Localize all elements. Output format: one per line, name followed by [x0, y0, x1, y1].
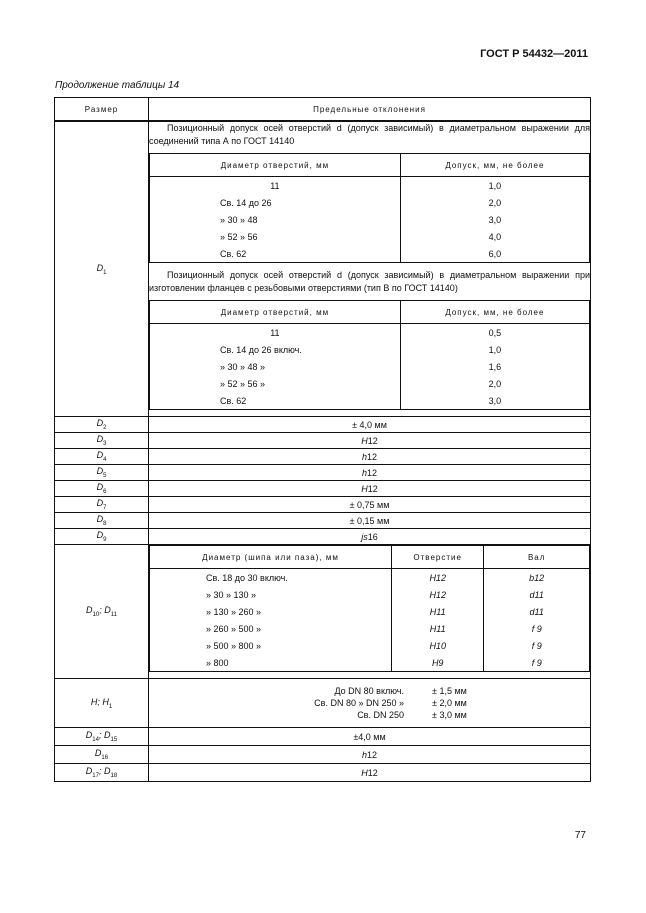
shaft-fit-cell: f 9: [484, 620, 590, 637]
subtable-header: Отверстие: [392, 546, 484, 569]
table-row: [55, 764, 591, 782]
subtable-row: [150, 654, 590, 672]
diameter-cell: 11: [150, 324, 401, 342]
subtable-row: [150, 194, 590, 211]
hole-fit-cell: H9: [392, 654, 484, 672]
tolerance-subtable-type-b: [149, 300, 590, 410]
diameter-cell: » 260 » 500 »: [150, 620, 392, 637]
deviation-value: ± 0,15 мм: [149, 513, 591, 529]
size-label: $D_7$: [55, 497, 149, 513]
subtable-row: [150, 637, 590, 654]
deviation-value: h12: [149, 746, 591, 764]
col-header-deviations: Предельные отклонения: [149, 98, 591, 122]
shaft-fit-cell: d11: [484, 586, 590, 603]
subtable-header: Вал: [484, 546, 590, 569]
deviation-value: ±4,0 мм: [149, 728, 591, 746]
deviation-value: js16: [149, 529, 591, 545]
subtable-row: [150, 228, 590, 245]
hole-fit-cell: H10: [392, 637, 484, 654]
table-row: [55, 529, 591, 545]
table-row: [55, 465, 591, 481]
hole-fit-cell: H11: [392, 603, 484, 620]
table-row: [55, 433, 591, 449]
subtable-row: [150, 341, 590, 358]
fit-subtable: [149, 545, 590, 672]
size-label: $D_8$: [55, 513, 149, 529]
size-label: H; $H_1$: [55, 679, 149, 728]
hole-fit-cell: H12: [392, 586, 484, 603]
table-continuation-caption: Продолжение таблицы 14: [55, 80, 180, 91]
tolerance-cell: 2,0: [400, 194, 589, 211]
subtable-row: [150, 211, 590, 228]
size-label: $D_{16}$: [55, 746, 149, 764]
size-label: $D_{10}$; $D_{11}$: [55, 545, 149, 679]
diameter-cell: » 30 » 48: [150, 211, 401, 228]
size-label: $D_4$: [55, 449, 149, 465]
subtable-row: [150, 620, 590, 637]
size-label: $D_{17}$; $D_{18}$: [55, 764, 149, 782]
table-row: [55, 417, 591, 433]
table-row: [55, 449, 591, 465]
tolerance-cell: 1,6: [400, 358, 589, 375]
diameter-cell: » 30 » 130 »: [150, 586, 392, 603]
tolerance-cell: 2,0: [400, 375, 589, 392]
deviation-value: H12: [149, 764, 591, 782]
subtable-row: [150, 392, 590, 410]
deviation-value: h12: [149, 465, 591, 481]
diameter-cell: » 52 » 56 »: [150, 375, 401, 392]
page-number: 77: [574, 830, 586, 841]
diameter-cell: Св. 62: [150, 245, 401, 263]
size-label: $D_1$: [55, 121, 149, 417]
size-label: $D_6$: [55, 481, 149, 497]
shaft-fit-cell: f 9: [484, 637, 590, 654]
table-row: [55, 497, 591, 513]
diameter-cell: Св. 14 до 26: [150, 194, 401, 211]
table-row: [55, 481, 591, 497]
subtable-row: [150, 358, 590, 375]
subtable-header: Диаметр отверстий, мм: [150, 301, 401, 324]
row-d1: [55, 121, 591, 417]
deviation-value: h12: [149, 449, 591, 465]
subtable-header: Диаметр отверстий, мм: [150, 154, 401, 177]
table-row: [55, 728, 591, 746]
h-line: До DN 80 включ. ± 1,5 мм: [334, 686, 467, 696]
shaft-fit-cell: f 9: [484, 654, 590, 672]
deviation-value: H12: [149, 481, 591, 497]
hole-fit-cell: H11: [392, 620, 484, 637]
d1-paragraph-2: Позиционный допуск осей отверстий d (допуск зависимый) в диаметральном выражении при изготовлении фланцев с резьбовыми отверстиями (тип В по ГОСТ 14140): [149, 270, 590, 293]
shaft-fit-cell: d11: [484, 603, 590, 620]
diameter-cell: Св. 14 до 26 включ.: [150, 341, 401, 358]
document-header: ГОСТ Р 54432—2011: [480, 48, 588, 60]
subtable-row: [150, 586, 590, 603]
d10-deviation-cell: [149, 545, 591, 679]
row-d10-d11: [55, 545, 591, 679]
size-label: $D_2$: [55, 417, 149, 433]
h-line: Св. DN 80 » DN 250 » ± 2,0 мм: [314, 698, 467, 708]
tolerance-cell: 4,0: [400, 228, 589, 245]
subtable-header: Допуск, мм, не более: [400, 154, 589, 177]
col-header-size: Размер: [55, 98, 149, 122]
tolerance-cell: 1,0: [400, 341, 589, 358]
diameter-cell: Св. 62: [150, 392, 401, 410]
subtable-header: Допуск, мм, не более: [400, 301, 589, 324]
subtable-row: [150, 603, 590, 620]
hole-fit-cell: H12: [392, 569, 484, 587]
size-label: $D_9$: [55, 529, 149, 545]
row-h-h1: [55, 679, 591, 728]
tolerance-subtable-type-a: [149, 153, 590, 263]
tolerance-cell: 3,0: [400, 211, 589, 228]
deviation-value: ± 4,0 мм: [149, 417, 591, 433]
h-deviation-cell: [149, 679, 591, 728]
tolerance-cell: 1,0: [400, 177, 589, 195]
subtable-row: [150, 324, 590, 342]
tolerance-table: [54, 97, 591, 782]
table-row: [55, 513, 591, 529]
subtable-row: [150, 375, 590, 392]
tolerance-cell: 6,0: [400, 245, 589, 263]
tolerance-cell: 0,5: [400, 324, 589, 342]
diameter-cell: » 800: [150, 654, 392, 672]
tolerance-cell: 3,0: [400, 392, 589, 410]
shaft-fit-cell: b12: [484, 569, 590, 587]
deviation-value: ± 0,75 мм: [149, 497, 591, 513]
diameter-cell: Св. 18 до 30 включ.: [150, 569, 392, 587]
d1-paragraph-1: Позиционный допуск осей отверстий d (допуск зависимый) в диаметральном выражении для соединений типа А по ГОСТ 14140: [149, 123, 590, 146]
subtable-header: Диаметр (шипа или паза), мм: [150, 546, 392, 569]
diameter-cell: » 52 » 56: [150, 228, 401, 245]
diameter-cell: » 500 » 800 »: [150, 637, 392, 654]
size-label: $D_{14}$; $D_{15}$: [55, 728, 149, 746]
h-line: Св. DN 250 ± 3,0 мм: [357, 710, 467, 720]
size-label: $D_5$: [55, 465, 149, 481]
diameter-cell: » 30 » 48 »: [150, 358, 401, 375]
diameter-cell: 11: [150, 177, 401, 195]
deviation-value: H12: [149, 433, 591, 449]
diameter-cell: » 130 » 260 »: [150, 603, 392, 620]
subtable-row: [150, 569, 590, 587]
d1-deviation-cell: [149, 121, 591, 417]
subtable-row: [150, 177, 590, 195]
table-row: [55, 746, 591, 764]
size-label: $D_3$: [55, 433, 149, 449]
h-deviation-lines: [149, 679, 590, 727]
subtable-row: [150, 245, 590, 263]
